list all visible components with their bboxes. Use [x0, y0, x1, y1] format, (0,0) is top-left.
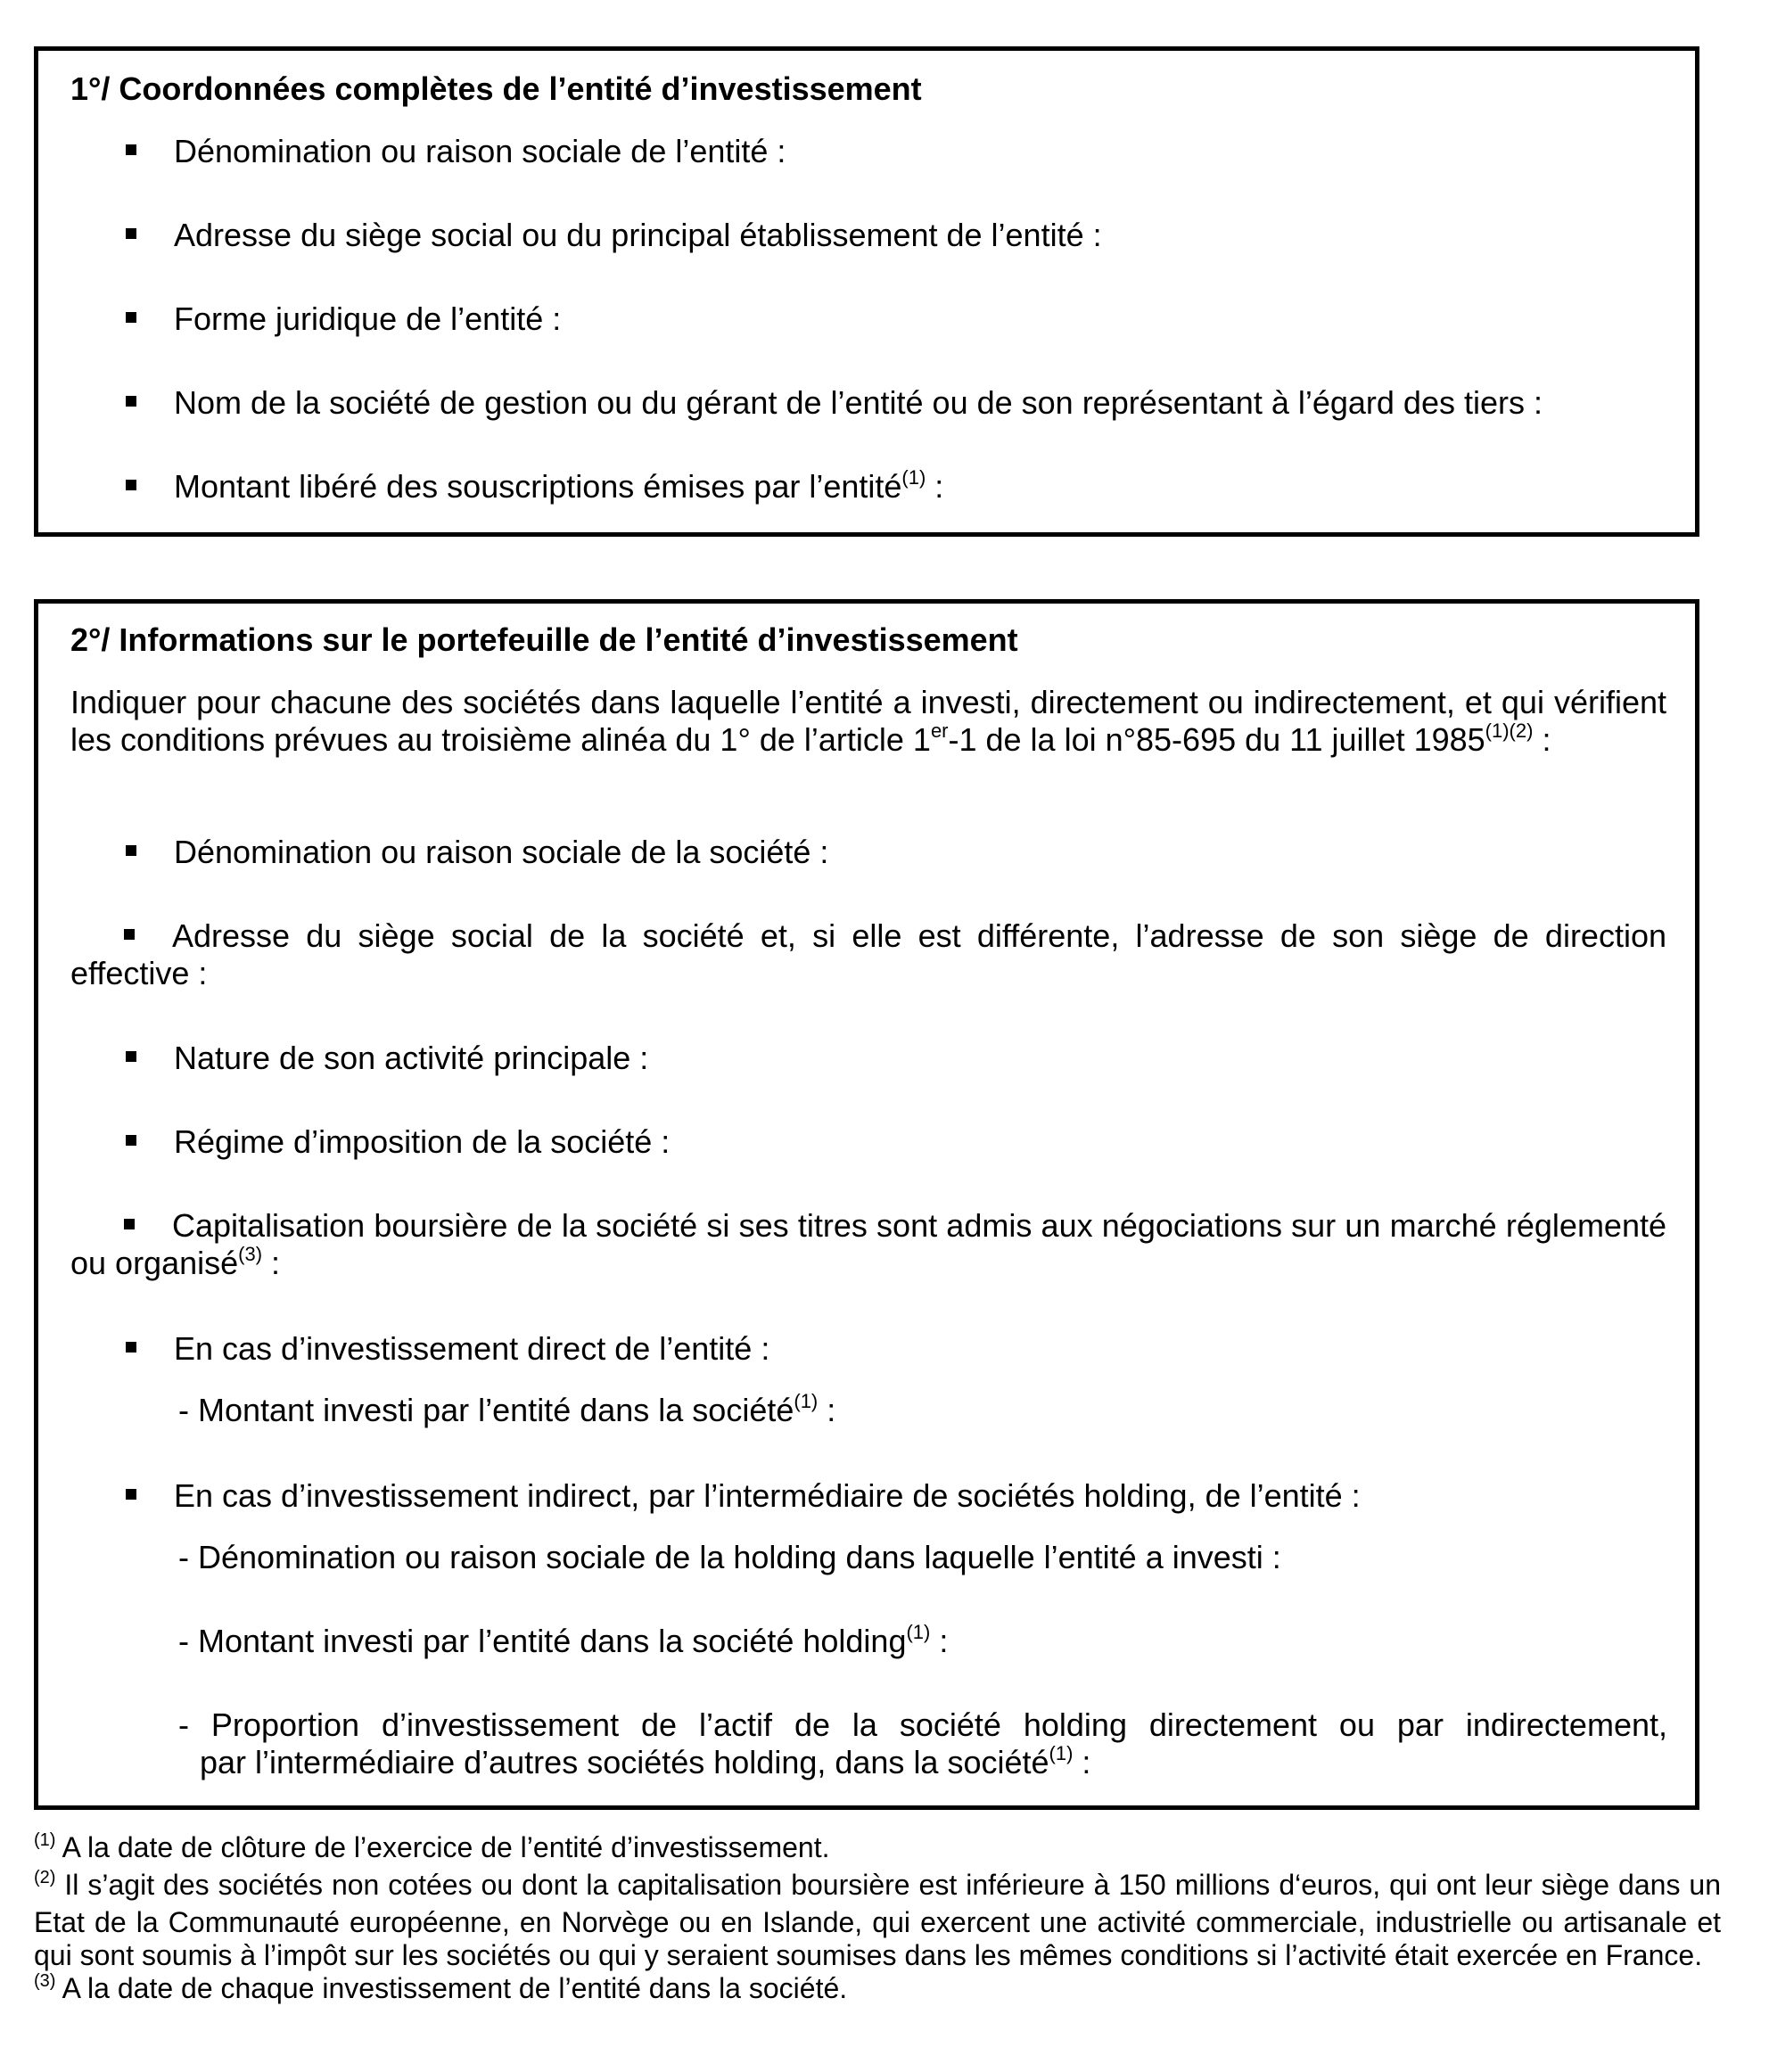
list-item: Dénomination ou raison sociale de la société :: [126, 834, 828, 871]
section-1-box: [34, 46, 1699, 537]
bullet-square-icon: [126, 144, 136, 155]
footnote-ref: (1): [794, 1390, 819, 1412]
bullet-square-icon: [126, 1342, 136, 1353]
bullet-square-icon: [124, 929, 135, 940]
bullet-square-icon: [124, 1219, 135, 1229]
list-item: Dénomination ou raison sociale de l’entité :: [126, 133, 786, 170]
bullet-square-icon: [126, 480, 136, 490]
sub-item: - Montant investi par l’entité dans la société holding$^{(1)}$ :: [178, 1621, 949, 1659]
bullet-square-icon: [126, 1051, 136, 1062]
sub-item: - Montant investi par l’entité dans la société$^{(1)}$ :: [178, 1390, 836, 1428]
footnote-1: $^{(1)}$ A la date de clôture de l’exercice de l’entité d’investissement.: [34, 1830, 830, 1863]
bullet-square-icon: [126, 1135, 136, 1146]
sub-item: - Dénomination ou raison sociale de la holding dans laquelle l’entité a investi :: [178, 1539, 1281, 1575]
list-item: Adresse du siège social de la société et, si elle est différente, l’adresse de son siège de direction effective :: [70, 917, 1666, 991]
bullet-square-icon: [126, 1489, 136, 1500]
footnote-ref: (3): [238, 1243, 263, 1265]
sub-item: - Proportion d’investissement de l’actif de la société holding directement ou par indirectement,: [178, 1706, 1667, 1743]
list-item: Montant libéré des souscriptions émises par l’entité$^{(1)}$ :: [126, 468, 943, 510]
section-2-title: 2°/ Informations sur le portefeuille de l’entité d’investissement: [70, 621, 1018, 658]
list-item: Nature de son activité principale :: [126, 1040, 648, 1077]
section-2-box: [34, 599, 1699, 1810]
list-item: Capitalisation boursière de la société si ses titres sont admis aux négociations sur un marché réglementé ou organisé$^{(3)}$ :: [70, 1207, 1666, 1281]
footnote-3: $^{(3)}$ A la date de chaque investissement de l’entité dans la société.: [34, 1971, 848, 2004]
list-item: Adresse du siège social ou du principal établissement de l’entité :: [126, 217, 1102, 254]
footnote-ref: (1): [1049, 1742, 1074, 1764]
list-item: En cas d’investissement indirect, par l’intermédiaire de sociétés holding, de l’entité :: [126, 1477, 1361, 1515]
list-item: Régime d’imposition de la société :: [126, 1123, 670, 1161]
section-1-title: 1°/ Coordonnées complètes de l’entité d’investissement: [70, 70, 922, 107]
sub-item-continued: par l’intermédiaire d’autres sociétés holding, dans la société$^{(1)}$ :: [200, 1742, 1091, 1780]
section-2-intro: Indiquer pour chacune des sociétés dans laquelle l’entité a investi, directement ou indirectement, et qui vérifient les conditions prévues au troisième alinéa du 1° de l’article 1er-1 de la loi n°85-695 du 11 juillet $1985^{(1)(2)}$ :: [70, 684, 1666, 758]
bullet-square-icon: [126, 312, 136, 323]
list-item: Nom de la société de gestion ou du gérant de l’entité ou de son représentant à l’égard des tiers :: [126, 384, 1543, 422]
footnote-ref: (1)(2): [1485, 719, 1534, 742]
list-item: Forme juridique de l’entité :: [126, 300, 561, 338]
footnotes: [34, 1831, 1721, 2010]
bullet-square-icon: [126, 845, 136, 856]
bullet-square-icon: [126, 228, 136, 239]
footnote-ref: (1): [906, 1621, 931, 1643]
footnote-2: $^{(2)}$ Il s’agit des sociétés non cotées ou dont la capitalisation boursière est inférieure à 150 millions d‘euros, qui ont leur siège dans un Etat de la Communauté européenne, en Norvège ou en Islande, qui exercent une activité commerciale, industrielle ou artisanale et qui sont soumis à l’impôt sur les sociétés ou qui y seraient soumises dans les mêmes conditions si l’activité était exercée en France.: [34, 1868, 1721, 1971]
footnote-ref: (1): [901, 466, 926, 489]
bullet-square-icon: [126, 396, 136, 407]
list-item: En cas d’investissement direct de l’entité :: [126, 1330, 769, 1368]
